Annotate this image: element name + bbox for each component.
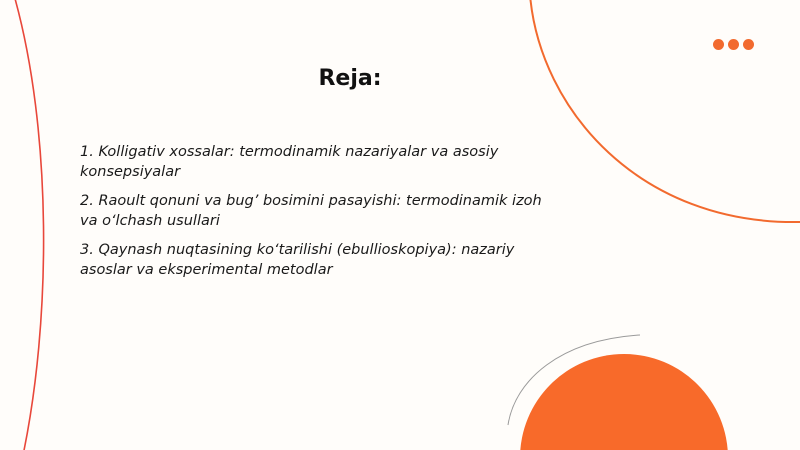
dot (728, 39, 739, 50)
left-edge-arc (14, 0, 44, 450)
more-dots-icon (713, 39, 757, 51)
top-right-circle-arc (530, 0, 800, 222)
bottom-filled-circle (520, 354, 728, 450)
agenda-item: 3. Qaynash nuqtasining ko‘tarilishi (ebullioskopiya): nazariy asoslar va eksperimental metodlar (80, 242, 515, 278)
agenda-item: 1. Kolligativ xossalar: termodinamik nazariyalar va asosiy konsepsiyalar (80, 144, 499, 180)
slide-title: Reja: (318, 66, 382, 91)
dot (713, 39, 724, 50)
agenda-item: 2. Raoult qonuni va bug’ bosimini pasayishi: termodinamik izoh va o‘lchash usullari (80, 193, 542, 229)
dot (743, 39, 754, 50)
agenda-list (80, 143, 560, 290)
